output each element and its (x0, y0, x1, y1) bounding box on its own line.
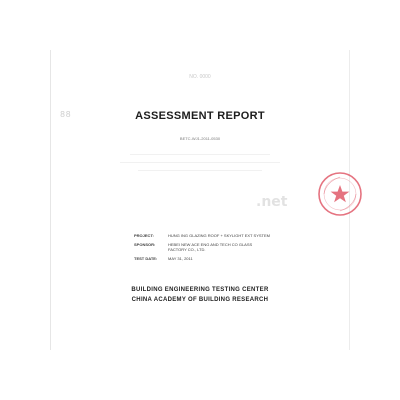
page-left-edge (50, 50, 51, 350)
report-cover-page (50, 50, 350, 350)
field-value-line: HEBEI NEW ACE ENG AND TECH CO GLASS (168, 242, 253, 247)
field-label: PROJECT: (134, 233, 154, 238)
doc-number: NO. 0000 (189, 74, 211, 80)
field-value-line: FACTORY CO., LTD. (168, 247, 206, 252)
field-value (168, 233, 314, 238)
report-number: BETC-WJ1-2011-0530 (179, 136, 221, 141)
field-value-line: MAY 31, 2011 (168, 256, 193, 261)
field-project (134, 233, 314, 238)
field-label: SPONSOR: (134, 242, 156, 247)
faint-line (130, 154, 270, 155)
field-label: TEST DATE: (134, 256, 158, 261)
org-name-line-1: BUILDING ENGINEERING TESTING CENTER (131, 287, 269, 293)
field-sponsor (134, 242, 314, 252)
org-name-line-2: CHINA ACADEMY OF BUILDING RESEARCH (131, 297, 269, 303)
field-test-date (134, 256, 314, 261)
official-seal-stamp (316, 170, 364, 218)
corner-mark: 88 (60, 110, 72, 119)
watermark-text: .net (256, 194, 288, 210)
field-value (168, 256, 314, 261)
report-title: ASSESSMENT REPORT (135, 110, 265, 122)
faint-line (138, 170, 262, 171)
faint-line (120, 162, 280, 163)
report-fields (134, 233, 314, 265)
field-value (168, 242, 314, 252)
field-value-line: HUNG ING GLAZING ROOF + SKYLIGHT EXT SYSTEM (168, 233, 270, 238)
